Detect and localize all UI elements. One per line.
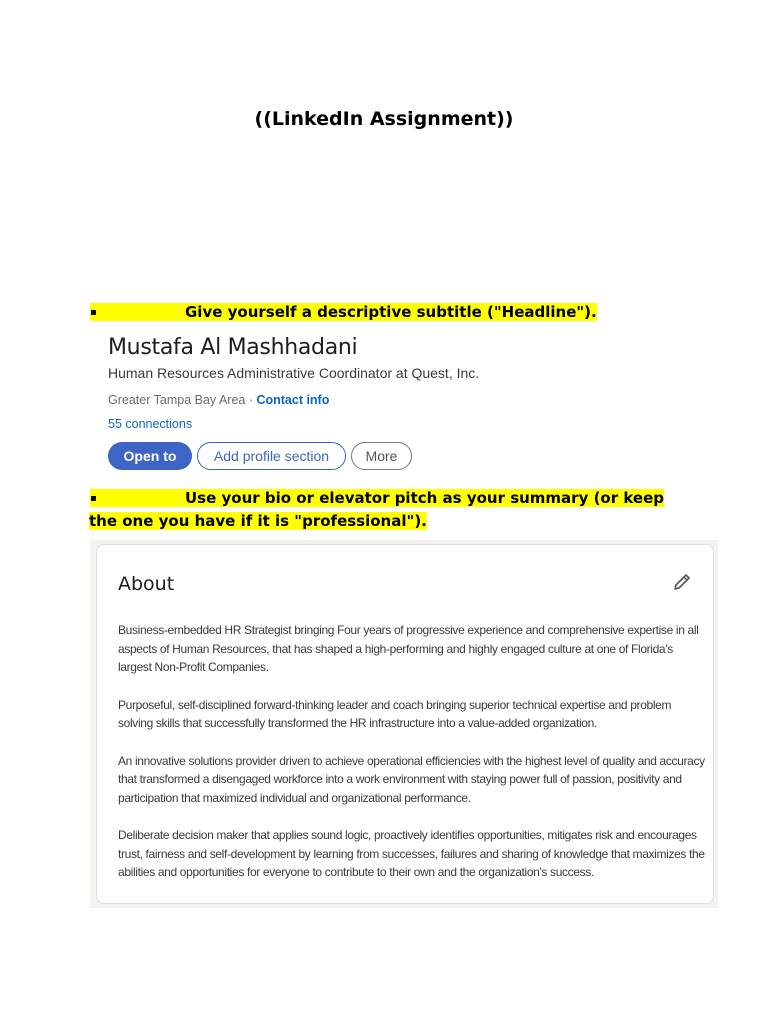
about-section-screenshot [90, 540, 718, 908]
profile-location-row [108, 392, 528, 408]
about-summary [118, 621, 708, 901]
contact-info-link[interactable]: Contact info [256, 393, 330, 407]
profile-headline: Human Resources Administrative Coordinator at Quest, Inc. [108, 365, 480, 381]
profile-actions [108, 442, 528, 470]
about-paragraph: Business-embedded HR Strategist bringing Four years of progressive experience and comprehensive expertise in all aspects of Human Resources, that has shaped a high-performing and highly engaged culture at one of Florida's largest Non-Profit Companies. [118, 623, 699, 674]
document-title: ((LinkedIn Assignment)) [254, 108, 514, 130]
about-paragraph: Purposeful, self-disciplined forward-thinking leader and coach bringing superior technical expertise and problem solving skills that successfully transformed the HR infrastructure into a value-added organization. [118, 697, 672, 730]
headline-instruction-text: Give yourself a descriptive subtitle ("Headline"). [185, 303, 597, 321]
headline-instruction [90, 301, 597, 324]
summary-instruction-line1: Use your bio or elevator pitch as your summary (or keep [185, 489, 665, 507]
pencil-icon[interactable] [671, 571, 693, 593]
more-button[interactable]: More [351, 442, 412, 470]
profile-location: Greater Tampa Bay Area [108, 393, 246, 407]
about-card [96, 544, 714, 904]
open-to-button[interactable]: Open to [108, 442, 192, 470]
location-separator: · [245, 393, 257, 407]
about-title: About [118, 573, 175, 595]
bullet-icon: ▪ [90, 492, 97, 504]
about-paragraph: An innovative solutions provider driven to achieve operational efficiencies with the highest level of quality and accuracy that transformed a disengaged workforce into a work environment with staying power full of passion, positivity and participation that maximized individual and organizational performance. [118, 753, 705, 805]
summary-instruction-line2: the one you have if it is "professional"). [89, 511, 427, 530]
profile-name: Mustafa Al Mashhadani [108, 335, 358, 360]
bullet-icon: ▪ [90, 306, 97, 318]
summary-instruction [90, 487, 664, 532]
profile-intro-card [108, 334, 528, 470]
connections-link[interactable]: 55 connections [108, 417, 193, 431]
about-paragraph: Deliberate decision maker that applies sound logic, proactively identifies opportunities, mitigates risk and encourages trust, fairness and self-development by learning from successes, failures and sharing of knowledge that maximizes the abilities and opportunities for everyone to contribute to their own and the organization's success. [118, 828, 705, 879]
add-profile-section-button[interactable]: Add profile section [197, 442, 346, 470]
